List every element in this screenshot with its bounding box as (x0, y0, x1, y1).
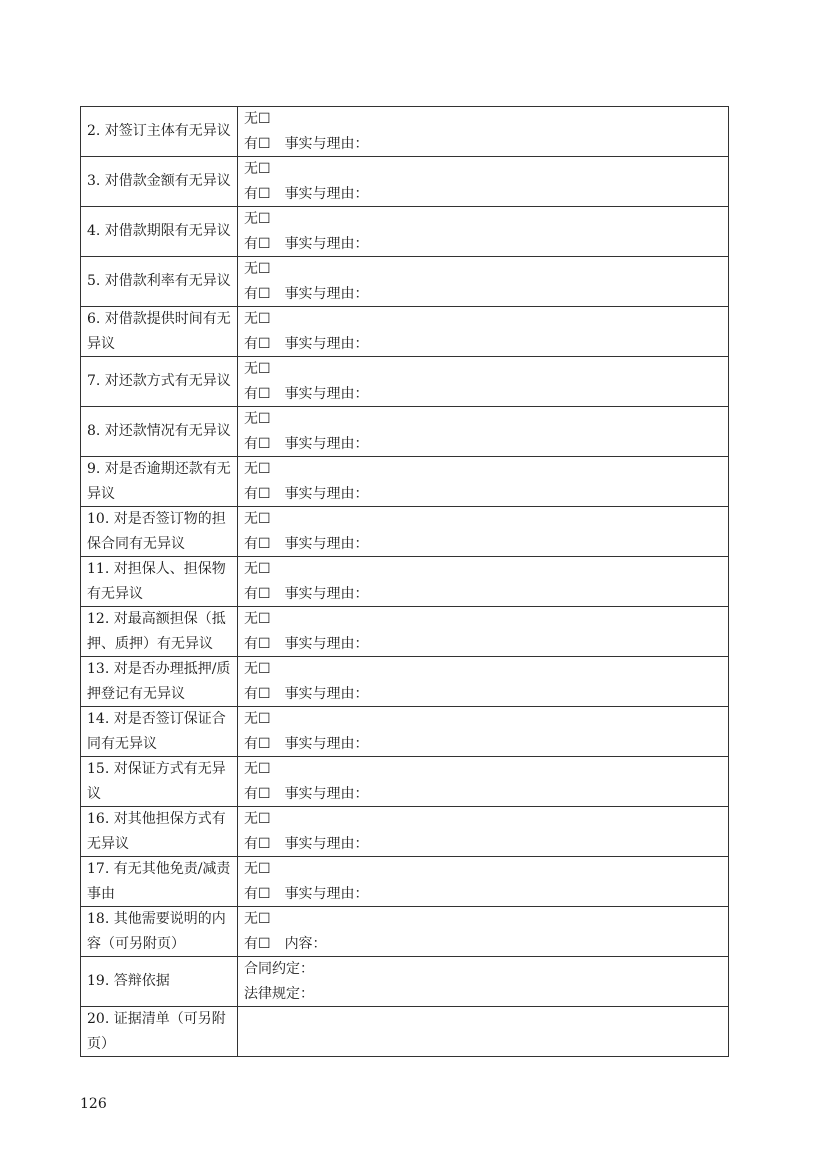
answer-line-2 (244, 482, 728, 507)
answer-cell[interactable] (238, 557, 729, 607)
answer-line-2 (244, 682, 728, 707)
answer-line-2 (244, 582, 728, 607)
answer-line-1: 无☐ (244, 911, 271, 927)
answer-line-2 (244, 832, 728, 857)
answer-reason-label: 事实与理由： (284, 135, 369, 152)
answer-line-2 (244, 382, 728, 407)
question-cell: 20. 证据清单（可另附页） (81, 1007, 238, 1057)
form-row (81, 907, 729, 957)
question-cell: 15. 对保证方式有无异议 (81, 757, 238, 807)
answer-cell[interactable] (238, 857, 729, 907)
answer-cell[interactable] (238, 707, 729, 757)
form-row (81, 857, 729, 907)
answer-line-1: 无☐ (244, 461, 271, 477)
answer-line-2 (244, 982, 728, 1007)
answer-reason-label: 事实与理由： (284, 485, 369, 502)
answer-line-1: 无☐ (244, 561, 271, 577)
form-row (81, 307, 729, 357)
answer-cell[interactable] (238, 357, 729, 407)
answer-reason-label: 事实与理由： (284, 685, 369, 702)
form-row (81, 957, 729, 1007)
page-number: 126 (80, 1096, 107, 1112)
answer-option-yes: 有☐ (244, 485, 271, 502)
answer-line-2 (244, 332, 728, 357)
answer-reason-label: 事实与理由： (284, 185, 369, 202)
question-cell: 5. 对借款利率有无异议 (81, 257, 238, 307)
answer-line-1: 无☐ (244, 161, 271, 177)
answer-cell[interactable] (238, 407, 729, 457)
answer-option-yes: 有☐ (244, 735, 271, 752)
answer-option-yes: 有☐ (244, 135, 271, 152)
form-row (81, 1007, 729, 1057)
form-row (81, 757, 729, 807)
answer-line-1: 无☐ (244, 411, 271, 427)
answer-reason-label: 事实与理由： (284, 235, 369, 252)
answer-line-2 (244, 782, 728, 807)
answer-line-2 (244, 432, 728, 457)
answer-line-2 (244, 132, 728, 157)
answer-line-1: 无☐ (244, 511, 271, 527)
answer-line-1: 无☐ (244, 861, 271, 877)
question-cell: 19. 答辩依据 (81, 957, 238, 1007)
answer-option-yes: 有☐ (244, 785, 271, 802)
answer-reason-label: 事实与理由： (284, 835, 369, 852)
answer-line-2 (244, 282, 728, 307)
answer-line-2 (244, 232, 728, 257)
answer-reason-label: 事实与理由： (284, 335, 369, 352)
question-cell: 13. 对是否办理抵押/质押登记有无异议 (81, 657, 238, 707)
answer-option-yes: 有☐ (244, 835, 271, 852)
answer-reason-label: 事实与理由： (284, 735, 369, 752)
question-cell: 2. 对签订主体有无异议 (81, 107, 238, 157)
answer-cell[interactable] (238, 657, 729, 707)
answer-option-yes: 法律规定： (244, 985, 314, 1002)
answer-option-yes: 有☐ (244, 285, 271, 302)
answer-option-yes: 有☐ (244, 335, 271, 352)
answer-line-2 (244, 1019, 728, 1044)
answer-cell[interactable] (238, 157, 729, 207)
answer-reason-label: 事实与理由： (284, 535, 369, 552)
answer-cell[interactable] (238, 957, 729, 1007)
answer-option-yes: 有☐ (244, 435, 271, 452)
answer-option-yes: 有☐ (244, 685, 271, 702)
answer-line-1: 无☐ (244, 361, 271, 377)
question-cell: 3. 对借款金额有无异议 (81, 157, 238, 207)
answer-cell[interactable] (238, 757, 729, 807)
answer-reason-label: 事实与理由： (284, 785, 369, 802)
defense-form-table (80, 106, 729, 1057)
answer-cell[interactable] (238, 607, 729, 657)
answer-option-yes: 有☐ (244, 935, 271, 952)
answer-cell[interactable] (238, 807, 729, 857)
answer-reason-label: 内容： (284, 935, 327, 952)
question-cell: 16. 对其他担保方式有无异议 (81, 807, 238, 857)
answer-line-2 (244, 932, 728, 957)
answer-line-2 (244, 882, 728, 907)
answer-line-1: 合同约定： (244, 961, 314, 977)
answer-cell[interactable] (238, 107, 729, 157)
answer-cell[interactable] (238, 507, 729, 557)
answer-reason-label: 事实与理由： (284, 585, 369, 602)
answer-cell[interactable] (238, 907, 729, 957)
answer-line-1: 无☐ (244, 611, 271, 627)
answer-option-yes: 有☐ (244, 585, 271, 602)
form-row (81, 107, 729, 157)
answer-line-1: 无☐ (244, 261, 271, 277)
form-row (81, 457, 729, 507)
question-cell: 8. 对还款情况有无异议 (81, 407, 238, 457)
answer-line-1: 无☐ (244, 711, 271, 727)
form-row (81, 807, 729, 857)
form-row (81, 607, 729, 657)
answer-cell[interactable] (238, 257, 729, 307)
question-cell: 18. 其他需要说明的内容（可另附页） (81, 907, 238, 957)
answer-reason-label: 事实与理由： (284, 435, 369, 452)
question-cell: 4. 对借款期限有无异议 (81, 207, 238, 257)
answer-line-1: 无☐ (244, 211, 271, 227)
answer-cell[interactable] (238, 207, 729, 257)
answer-line-1: 无☐ (244, 311, 271, 327)
form-row (81, 657, 729, 707)
question-cell: 17. 有无其他免责/减责事由 (81, 857, 238, 907)
answer-line-1: 无☐ (244, 661, 271, 677)
question-cell: 12. 对最高额担保（抵押、质押）有无异议 (81, 607, 238, 657)
question-cell: 7. 对还款方式有无异议 (81, 357, 238, 407)
answer-line-2 (244, 732, 728, 757)
answer-line-1: 无☐ (244, 761, 271, 777)
answer-cell[interactable] (238, 307, 729, 357)
answer-cell[interactable] (238, 1007, 729, 1057)
answer-line-2 (244, 532, 728, 557)
answer-option-yes: 有☐ (244, 635, 271, 652)
answer-line-2 (244, 632, 728, 657)
form-row (81, 357, 729, 407)
form-row (81, 157, 729, 207)
answer-line-2 (244, 182, 728, 207)
form-row (81, 207, 729, 257)
answer-option-yes: 有☐ (244, 185, 271, 202)
answer-option-yes: 有☐ (244, 885, 271, 902)
answer-cell[interactable] (238, 457, 729, 507)
form-row (81, 257, 729, 307)
form-body (81, 107, 729, 1057)
answer-line-1: 无☐ (244, 111, 271, 127)
answer-reason-label: 事实与理由： (284, 385, 369, 402)
form-row (81, 507, 729, 557)
form-row (81, 407, 729, 457)
question-cell: 9. 对是否逾期还款有无异议 (81, 457, 238, 507)
form-row (81, 557, 729, 607)
answer-reason-label: 事实与理由： (284, 285, 369, 302)
answer-line-1: 无☐ (244, 811, 271, 827)
question-cell: 10. 对是否签订物的担保合同有无异议 (81, 507, 238, 557)
answer-reason-label: 事实与理由： (284, 885, 369, 902)
question-cell: 11. 对担保人、担保物有无异议 (81, 557, 238, 607)
answer-reason-label: 事实与理由： (284, 635, 369, 652)
form-row (81, 707, 729, 757)
answer-option-yes: 有☐ (244, 535, 271, 552)
answer-option-yes: 有☐ (244, 235, 271, 252)
question-cell: 14. 对是否签订保证合同有无异议 (81, 707, 238, 757)
answer-option-yes: 有☐ (244, 385, 271, 402)
question-cell: 6. 对借款提供时间有无异议 (81, 307, 238, 357)
